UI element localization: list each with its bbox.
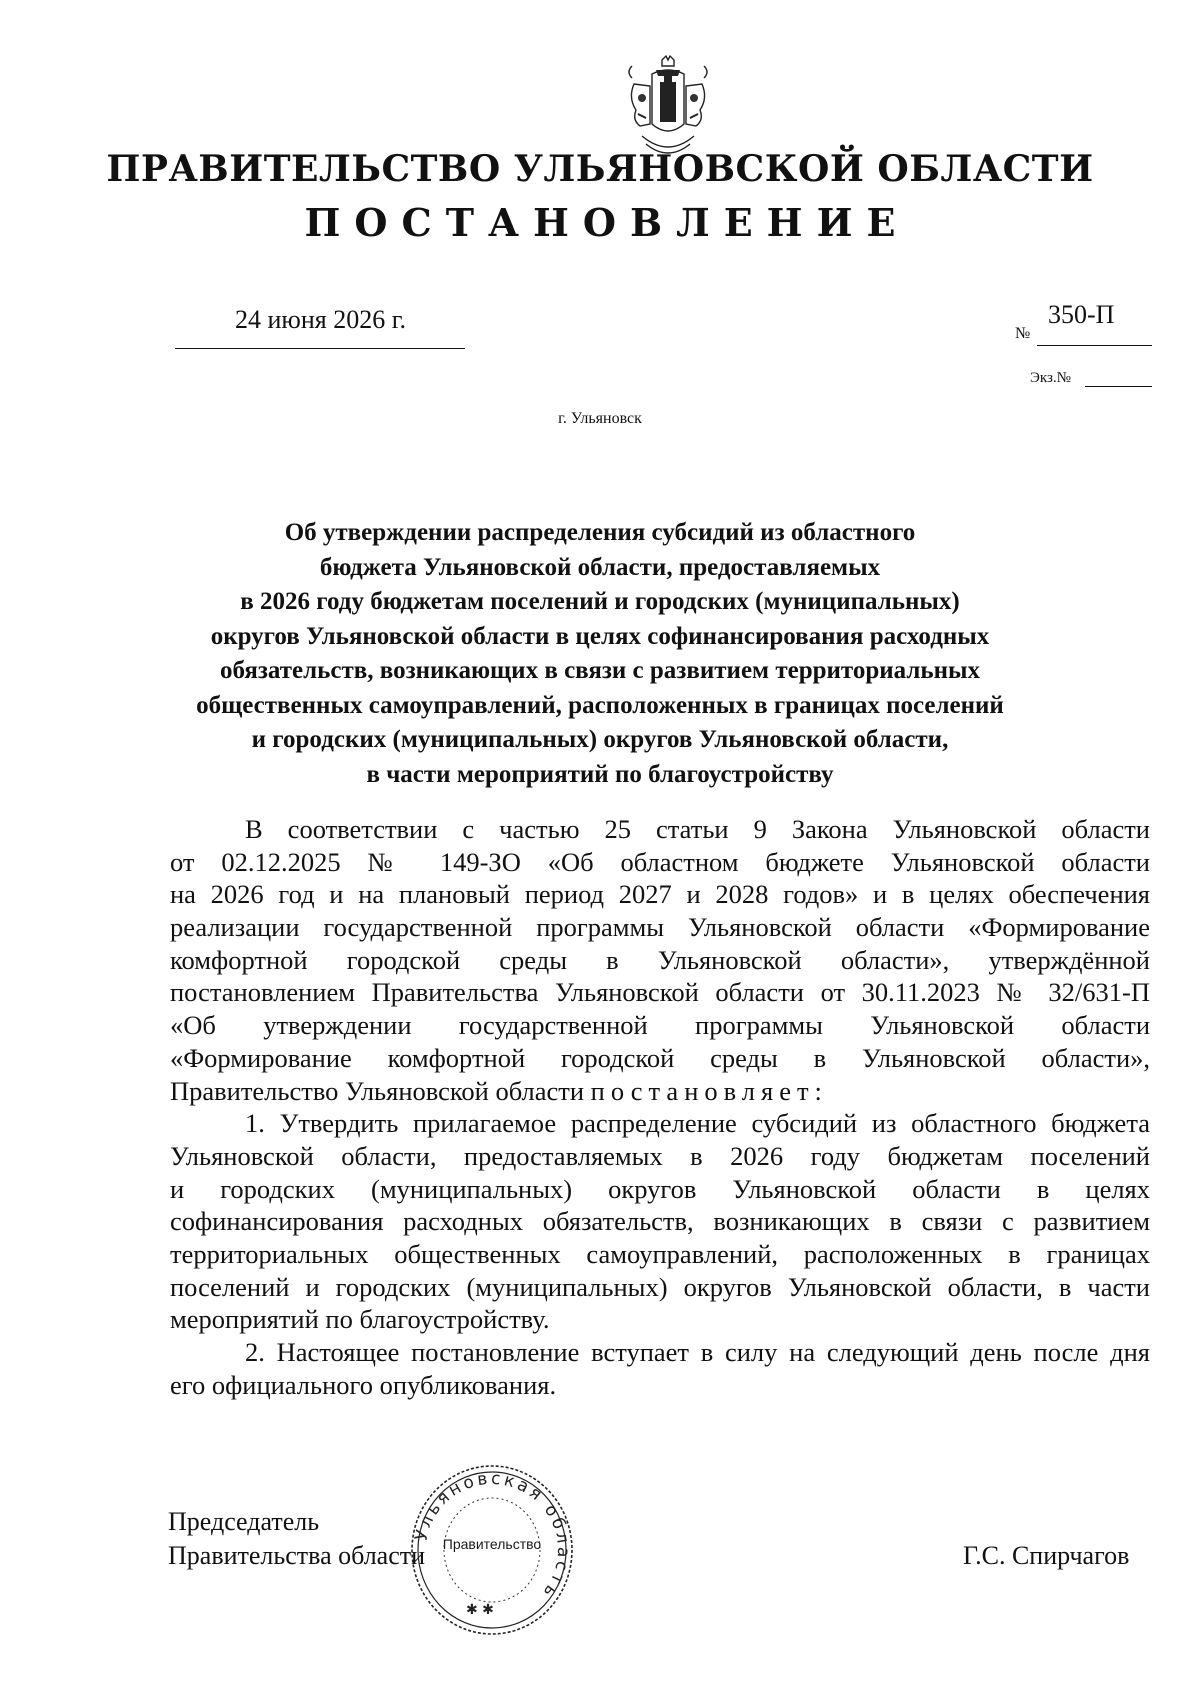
body-line: поселений и городских (муниципальных) округов Ульяновской области, в части	[170, 1271, 1150, 1302]
date-underline	[175, 348, 465, 349]
official-seal	[406, 1464, 578, 1636]
number-underline	[1037, 345, 1152, 346]
body-line: территориальных общественных самоуправлений, расположенных в границах	[170, 1238, 1150, 1269]
body-line: комфортной городской среды в Ульяновской области», утверждённой	[170, 944, 1150, 975]
subject-line: округов Ульяновской области в целях софинансирования расходных	[210, 622, 990, 650]
item-1-paragraph	[170, 1107, 1150, 1336]
document-number: 350-П	[1048, 300, 1115, 329]
subject-line: общественных самоуправлений, расположенных в границах поселений	[196, 691, 1004, 719]
subject-line: в части мероприятий по благоустройству	[366, 760, 834, 788]
svg-text:✱ ✱: ✱ ✱	[466, 1602, 494, 1618]
copy-number-label: Экз.№	[1030, 370, 1071, 386]
subject-line: Об утверждении распределения субсидий из областного	[284, 519, 916, 546]
body-line: 1. Утвердить прилагаемое распределение субсидий из областного бюджета	[245, 1108, 1150, 1139]
body-line: Ульяновской области, предоставляемых в 2026 году бюджетам поселений	[170, 1140, 1150, 1171]
item-2-paragraph	[170, 1336, 1150, 1401]
government-title: ПРАВИТЕЛЬСТВО УЛЬЯНОВСКОЙ ОБЛАСТИ	[106, 148, 1094, 190]
body-line: софинансирования расходных обязательств, возникающих в связи с развитием	[170, 1206, 1150, 1237]
position-line-1: Председатель	[168, 1507, 320, 1536]
signatory-position	[168, 1505, 425, 1573]
body-line: «Формирование комфортной городской среды в Ульяновской области»,	[170, 1042, 1150, 1073]
subject-line: обязательств, возникающих в связи с развитием территориальных	[219, 657, 981, 684]
subject-line: бюджета Ульяновской области, предоставляемых	[319, 553, 881, 581]
seal-center-text: Правительство	[442, 1536, 542, 1552]
body-line: от 02.12.2025 № 149-ЗО «Об областном бюджете Ульяновской области	[170, 846, 1150, 877]
body-line-last	[170, 1075, 1150, 1108]
body-line: В соответствии с частью 25 статьи 9 Закона Ульяновской области	[245, 814, 1150, 844]
number-sign: №	[1015, 325, 1031, 342]
seal-ring-text: Ульяновская область	[411, 1468, 574, 1604]
body-line: реализации государственной программы Ульяновской области «Формирование	[170, 912, 1150, 943]
signatory-name: Г.С. Спирчагов	[963, 1541, 1130, 1570]
document-type-title: ПОСТАНОВЛЕНИЕ	[304, 200, 910, 245]
decree-word: постановляет:	[590, 1075, 828, 1106]
city-name: г. Ульяновск	[558, 410, 642, 427]
document-subject	[160, 516, 1040, 792]
subject-line: и городских (муниципальных) округов Ульяновской области,	[251, 726, 949, 753]
preamble-paragraph	[170, 813, 1150, 1107]
document-body	[170, 813, 1150, 1401]
subject-line: в 2026 году бюджетам поселений и городских (муниципальных)	[240, 588, 960, 615]
body-line: постановлением Правительства Ульяновской области от 30.11.2023 № 32/631-П	[170, 977, 1150, 1008]
document-date: 24 июня 2026 г.	[235, 305, 406, 334]
body-line: и городских (муниципальных) округов Ульяновской области в целях	[170, 1173, 1150, 1204]
copy-number-underline	[1085, 386, 1152, 387]
position-line-2: Правительства области	[168, 1541, 426, 1570]
body-line-last: его официального опубликования.	[170, 1369, 557, 1400]
body-line: «Об утверждении государственной программы Ульяновской области	[170, 1010, 1150, 1041]
preamble-last-text: Правительство Ульяновской области	[170, 1075, 585, 1106]
body-line: 2. Настоящее постановление вступает в силу на следующий день после дня	[245, 1337, 1150, 1367]
body-line-last: мероприятий по благоустройству.	[170, 1304, 550, 1335]
body-line: на 2026 год и на плановый период 2027 и 2028 годов» и в целях обеспечения	[170, 879, 1150, 910]
